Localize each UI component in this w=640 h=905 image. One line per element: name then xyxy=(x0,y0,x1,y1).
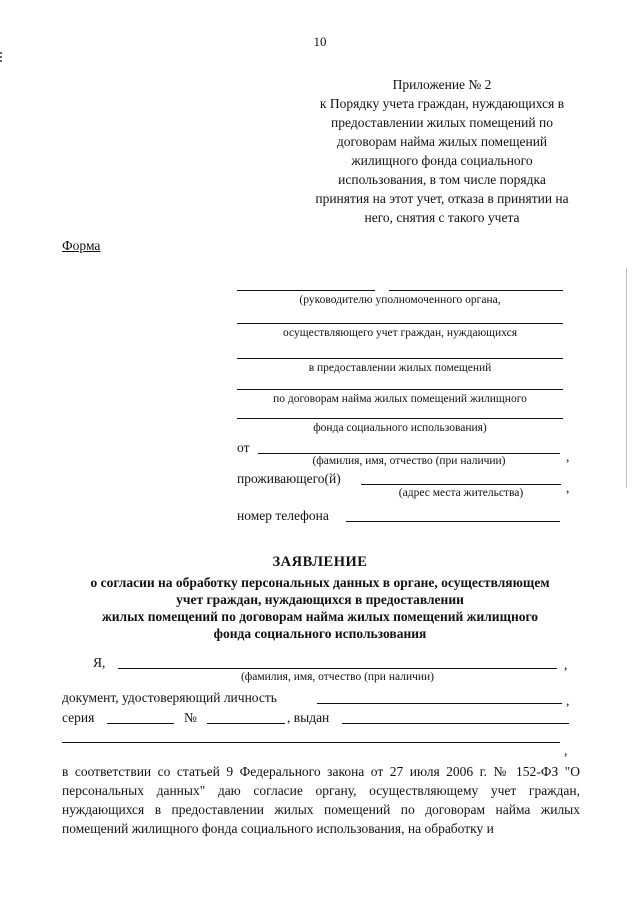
appendix-line: него, снятия с такого учета xyxy=(364,210,520,225)
statement-title: ЗАЯВЛЕНИЕ xyxy=(272,554,368,570)
full-name-field[interactable] xyxy=(118,668,557,669)
from-caption: (фамилия, имя, отчество (при наличии) xyxy=(312,455,506,467)
issued-label: , выдан xyxy=(287,710,330,725)
issued-comma: , xyxy=(564,743,568,758)
addressee-caption-3: в предоставлении жилых помещений xyxy=(308,362,492,374)
series-label: серия xyxy=(62,710,95,725)
i-comma: , xyxy=(564,657,568,672)
doc-field[interactable] xyxy=(317,703,562,704)
doc-label: документ, удостоверяющий личность xyxy=(62,690,277,705)
phone-label: номер телефона xyxy=(237,508,329,523)
residing-label: проживающего(й) xyxy=(237,471,341,486)
number-field[interactable] xyxy=(207,723,285,724)
residing-comma: , xyxy=(566,480,570,495)
appendix-line: предоставлении жилых помещений по xyxy=(331,115,553,130)
from-comma: , xyxy=(566,449,570,464)
residing-caption: (адрес места жительства) xyxy=(398,487,524,499)
doc-comma: , xyxy=(566,693,570,708)
statement-subtitle xyxy=(60,574,580,642)
subtitle-line: учет граждан, нуждающихся в предоставлении xyxy=(176,592,464,607)
scan-edge-line xyxy=(626,268,627,488)
appendix-line: использования, в том числе порядка xyxy=(338,172,546,187)
addressee-line-short xyxy=(237,290,375,291)
appendix-line: жилищного фонда социального xyxy=(351,153,533,168)
form-label: Форма xyxy=(62,238,101,253)
i-label: Я, xyxy=(93,655,106,670)
page-number: 10 xyxy=(313,34,327,49)
full-name-caption: (фамилия, имя, отчество (при наличии) xyxy=(240,671,435,683)
appendix-title: Приложение № 2 xyxy=(392,77,492,92)
addressee-line-5 xyxy=(237,418,563,419)
residing-field[interactable] xyxy=(361,484,561,485)
series-field[interactable] xyxy=(107,723,174,724)
from-field[interactable] xyxy=(258,453,560,454)
scan-edge-mark xyxy=(0,52,6,62)
consent-paragraph: в соответствии со статьей 9 Федерального закона от 27 июля 2006 г. № 152-ФЗ "О персональных данных" даю согласие органу, осуществляющему учет граждан, нуждающихся в предоставлении жилых помещений по договорам найма жилых помещений жилищного фонда социального использования, на обработку и xyxy=(62,764,580,836)
subtitle-line: фонда социального использования xyxy=(213,626,427,641)
addressee-line-2 xyxy=(237,323,563,324)
appendix-line: договорам найма жилых помещений xyxy=(336,134,548,149)
subtitle-line: жилых помещений по договорам найма жилых помещений жилищного xyxy=(101,609,539,624)
addressee-line-3 xyxy=(237,358,563,359)
issued-field-continued[interactable] xyxy=(62,742,560,743)
subtitle-line: о согласии на обработку персональных данных в органе, осуществляющем xyxy=(90,575,550,590)
phone-field[interactable] xyxy=(346,521,560,522)
appendix-line: к Порядку учета граждан, нуждающихся в xyxy=(319,96,565,111)
addressee-line-4 xyxy=(237,389,563,390)
appendix-block xyxy=(262,75,622,227)
issued-field[interactable] xyxy=(342,723,569,724)
addressee-caption-1: (руководителю уполномоченного органа, xyxy=(299,294,501,306)
number-label: № xyxy=(184,710,197,725)
appendix-line: принятия на этот учет, отказа в принятии на xyxy=(315,191,569,206)
addressee-line-1 xyxy=(389,290,563,291)
addressee-caption-5: фонда социального использования) xyxy=(313,422,487,434)
addressee-caption-4: по договорам найма жилых помещений жилищного xyxy=(273,393,527,405)
addressee-caption-2: осуществляющего учет граждан, нуждающихся xyxy=(282,327,517,339)
from-label: от xyxy=(237,440,250,455)
